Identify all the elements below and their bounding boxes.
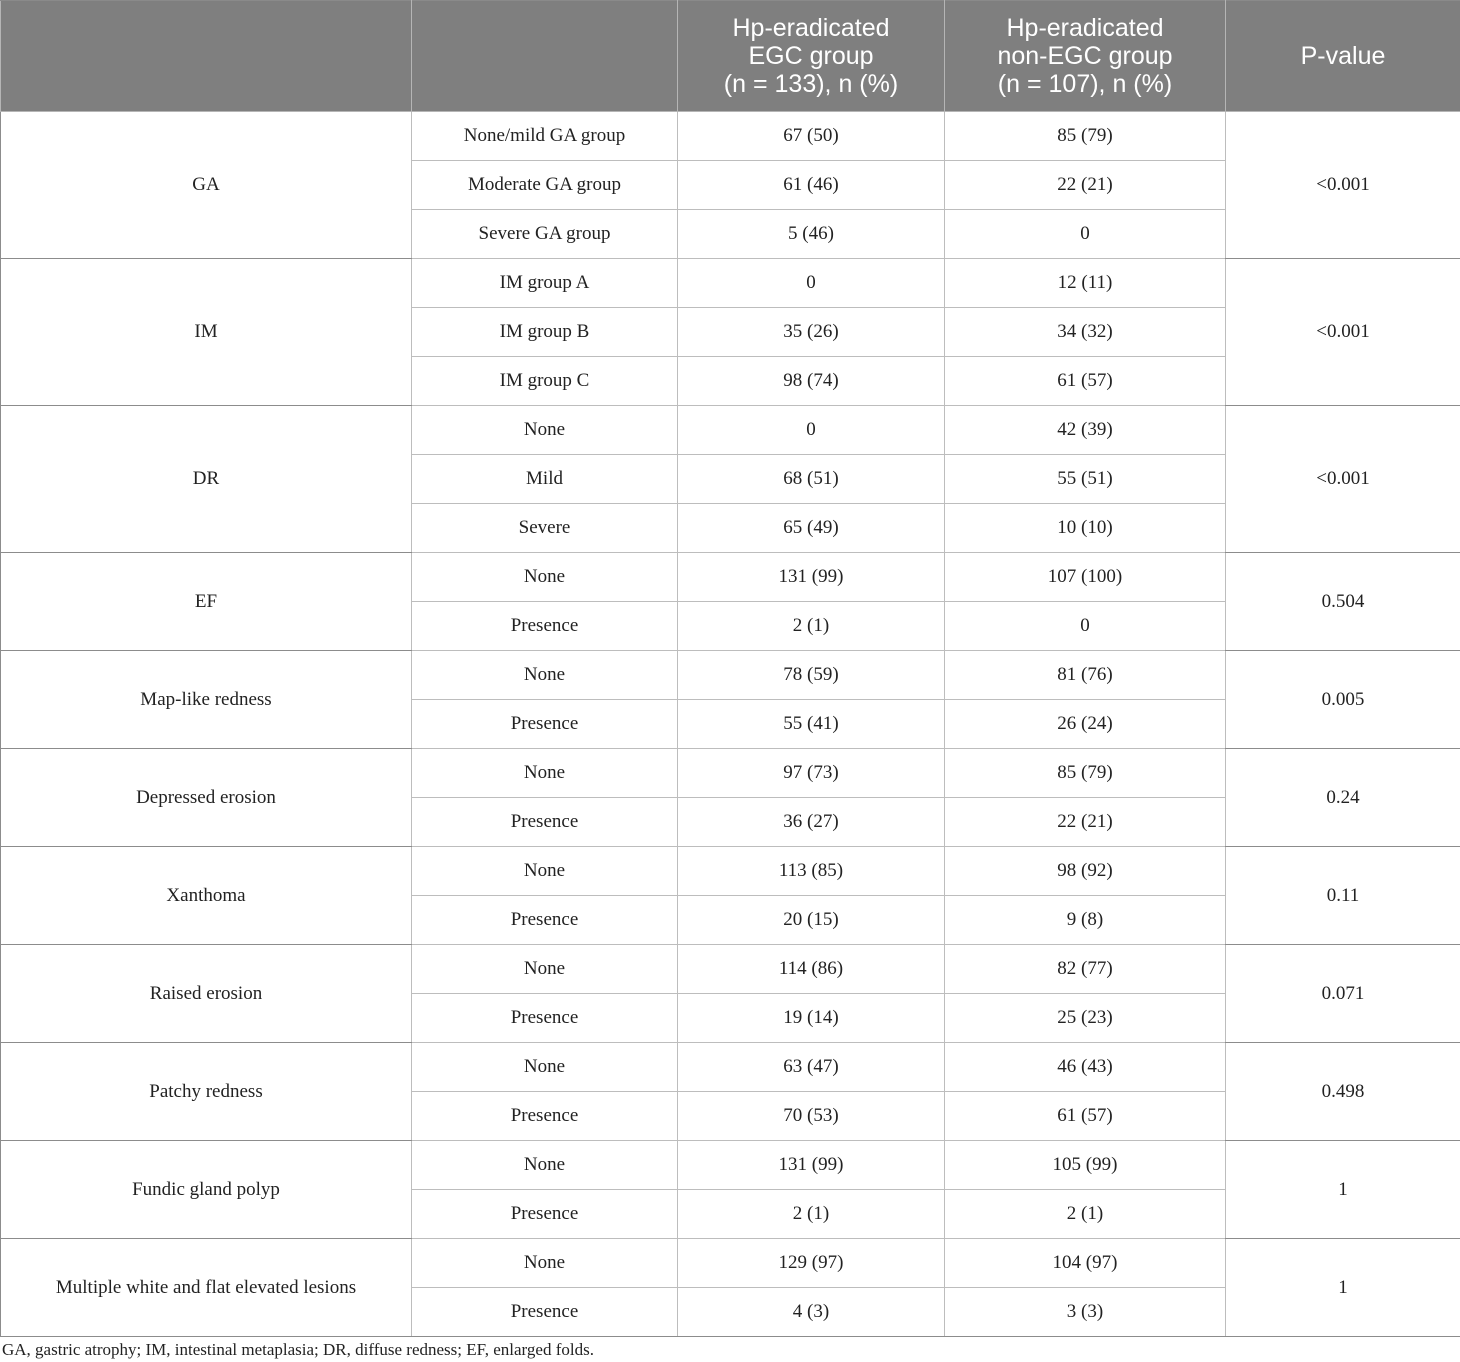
p-value-cell: <0.001 [1226, 406, 1460, 553]
category-cell: None/mild GA group [412, 112, 678, 161]
egc-value-cell: 4 (3) [678, 1288, 945, 1337]
header-row [1, 1, 1460, 112]
category-cell: None [412, 1141, 678, 1190]
category-cell: Presence [412, 1092, 678, 1141]
non-egc-value-cell: 0 [945, 602, 1226, 651]
non-egc-value-cell: 9 (8) [945, 896, 1226, 945]
egc-value-cell: 70 (53) [678, 1092, 945, 1141]
egc-value-cell: 35 (26) [678, 308, 945, 357]
egc-value-cell: 2 (1) [678, 1190, 945, 1239]
feature-label: EF [1, 553, 412, 651]
egc-value-cell: 68 (51) [678, 455, 945, 504]
table-row [1, 651, 1460, 700]
category-cell: Mild [412, 455, 678, 504]
egc-value-cell: 78 (59) [678, 651, 945, 700]
egc-value-cell: 131 (99) [678, 553, 945, 602]
category-cell: Presence [412, 700, 678, 749]
egc-value-cell: 55 (41) [678, 700, 945, 749]
category-cell: None [412, 749, 678, 798]
egc-value-cell: 67 (50) [678, 112, 945, 161]
egc-value-cell: 129 (97) [678, 1239, 945, 1288]
egc-value-cell: 98 (74) [678, 357, 945, 406]
feature-label: Patchy redness [1, 1043, 412, 1141]
category-cell: Presence [412, 602, 678, 651]
non-egc-value-cell: 25 (23) [945, 994, 1226, 1043]
header-empty-category [412, 1, 678, 112]
non-egc-value-cell: 81 (76) [945, 651, 1226, 700]
non-egc-value-cell: 26 (24) [945, 700, 1226, 749]
feature-label: DR [1, 406, 412, 553]
non-egc-value-cell: 22 (21) [945, 798, 1226, 847]
category-cell: None [412, 651, 678, 700]
egc-value-cell: 113 (85) [678, 847, 945, 896]
table-row [1, 749, 1460, 798]
table-header [1, 1, 1460, 112]
category-cell: Severe GA group [412, 210, 678, 259]
p-value-cell: 0.504 [1226, 553, 1460, 651]
non-egc-value-cell: 105 (99) [945, 1141, 1226, 1190]
header-line: non-EGC group [997, 42, 1173, 70]
egc-value-cell: 65 (49) [678, 504, 945, 553]
category-cell: Severe [412, 504, 678, 553]
non-egc-value-cell: 104 (97) [945, 1239, 1226, 1288]
non-egc-value-cell: 85 (79) [945, 112, 1226, 161]
table-row [1, 1239, 1460, 1288]
non-egc-value-cell: 2 (1) [945, 1190, 1226, 1239]
category-cell: Presence [412, 1288, 678, 1337]
category-cell: Presence [412, 798, 678, 847]
table-row [1, 259, 1460, 308]
category-cell: Presence [412, 896, 678, 945]
non-egc-value-cell: 61 (57) [945, 1092, 1226, 1141]
p-value-cell: 0.005 [1226, 651, 1460, 749]
p-value-cell: 0.24 [1226, 749, 1460, 847]
non-egc-value-cell: 82 (77) [945, 945, 1226, 994]
p-value-cell: <0.001 [1226, 112, 1460, 259]
header-line: Hp-eradicated [732, 14, 890, 42]
p-value-cell: 0.498 [1226, 1043, 1460, 1141]
header-non-egc-group [945, 1, 1226, 112]
egc-value-cell: 63 (47) [678, 1043, 945, 1092]
p-value-cell: 1 [1226, 1141, 1460, 1239]
category-cell: None [412, 1239, 678, 1288]
header-empty-feature [1, 1, 412, 112]
egc-value-cell: 97 (73) [678, 749, 945, 798]
feature-label: Depressed erosion [1, 749, 412, 847]
egc-value-cell: 2 (1) [678, 602, 945, 651]
header-egc-group [678, 1, 945, 112]
non-egc-value-cell: 34 (32) [945, 308, 1226, 357]
category-cell: None [412, 406, 678, 455]
category-cell: Presence [412, 1190, 678, 1239]
category-cell: Moderate GA group [412, 161, 678, 210]
header-line: EGC group [748, 42, 874, 70]
egc-value-cell: 131 (99) [678, 1141, 945, 1190]
feature-label: IM [1, 259, 412, 406]
egc-value-cell: 36 (27) [678, 798, 945, 847]
table-row [1, 406, 1460, 455]
egc-value-cell: 5 (46) [678, 210, 945, 259]
table-row [1, 945, 1460, 994]
header-line: (n = 107), n (%) [997, 70, 1173, 98]
feature-label: Raised erosion [1, 945, 412, 1043]
feature-label: GA [1, 112, 412, 259]
category-cell: IM group B [412, 308, 678, 357]
egc-value-cell: 61 (46) [678, 161, 945, 210]
table-row [1, 847, 1460, 896]
p-value-cell: <0.001 [1226, 259, 1460, 406]
non-egc-value-cell: 0 [945, 210, 1226, 259]
non-egc-value-cell: 12 (11) [945, 259, 1226, 308]
category-cell: None [412, 553, 678, 602]
egc-value-cell: 114 (86) [678, 945, 945, 994]
non-egc-value-cell: 85 (79) [945, 749, 1226, 798]
egc-value-cell: 20 (15) [678, 896, 945, 945]
table-footnote: GA, gastric atrophy; IM, intestinal metaplasia; DR, diffuse redness; EF, enlarged folds. [2, 1340, 594, 1359]
egc-value-cell: 0 [678, 406, 945, 455]
header-line: P-value [1300, 42, 1386, 70]
egc-value-cell: 19 (14) [678, 994, 945, 1043]
feature-label: Map-like redness [1, 651, 412, 749]
category-cell: None [412, 945, 678, 994]
category-cell: IM group A [412, 259, 678, 308]
category-cell: None [412, 1043, 678, 1092]
table-row [1, 1141, 1460, 1190]
non-egc-value-cell: 61 (57) [945, 357, 1226, 406]
feature-label: Xanthoma [1, 847, 412, 945]
header-line: Hp-eradicated [1006, 14, 1164, 42]
egc-value-cell: 0 [678, 259, 945, 308]
table-row [1, 553, 1460, 602]
non-egc-value-cell: 10 (10) [945, 504, 1226, 553]
table-row [1, 1043, 1460, 1092]
non-egc-value-cell: 42 (39) [945, 406, 1226, 455]
non-egc-value-cell: 46 (43) [945, 1043, 1226, 1092]
feature-label: Fundic gland polyp [1, 1141, 412, 1239]
p-value-cell: 0.071 [1226, 945, 1460, 1043]
non-egc-value-cell: 55 (51) [945, 455, 1226, 504]
non-egc-value-cell: 107 (100) [945, 553, 1226, 602]
table-body [1, 112, 1460, 1337]
category-cell: None [412, 847, 678, 896]
non-egc-value-cell: 98 (92) [945, 847, 1226, 896]
feature-label: Multiple white and flat elevated lesions [1, 1239, 412, 1337]
p-value-cell: 1 [1226, 1239, 1460, 1337]
header-p-value [1226, 1, 1460, 112]
table-row [1, 112, 1460, 161]
category-cell: IM group C [412, 357, 678, 406]
p-value-cell: 0.11 [1226, 847, 1460, 945]
non-egc-value-cell: 3 (3) [945, 1288, 1226, 1337]
header-line: (n = 133), n (%) [723, 70, 899, 98]
non-egc-value-cell: 22 (21) [945, 161, 1226, 210]
category-cell: Presence [412, 994, 678, 1043]
